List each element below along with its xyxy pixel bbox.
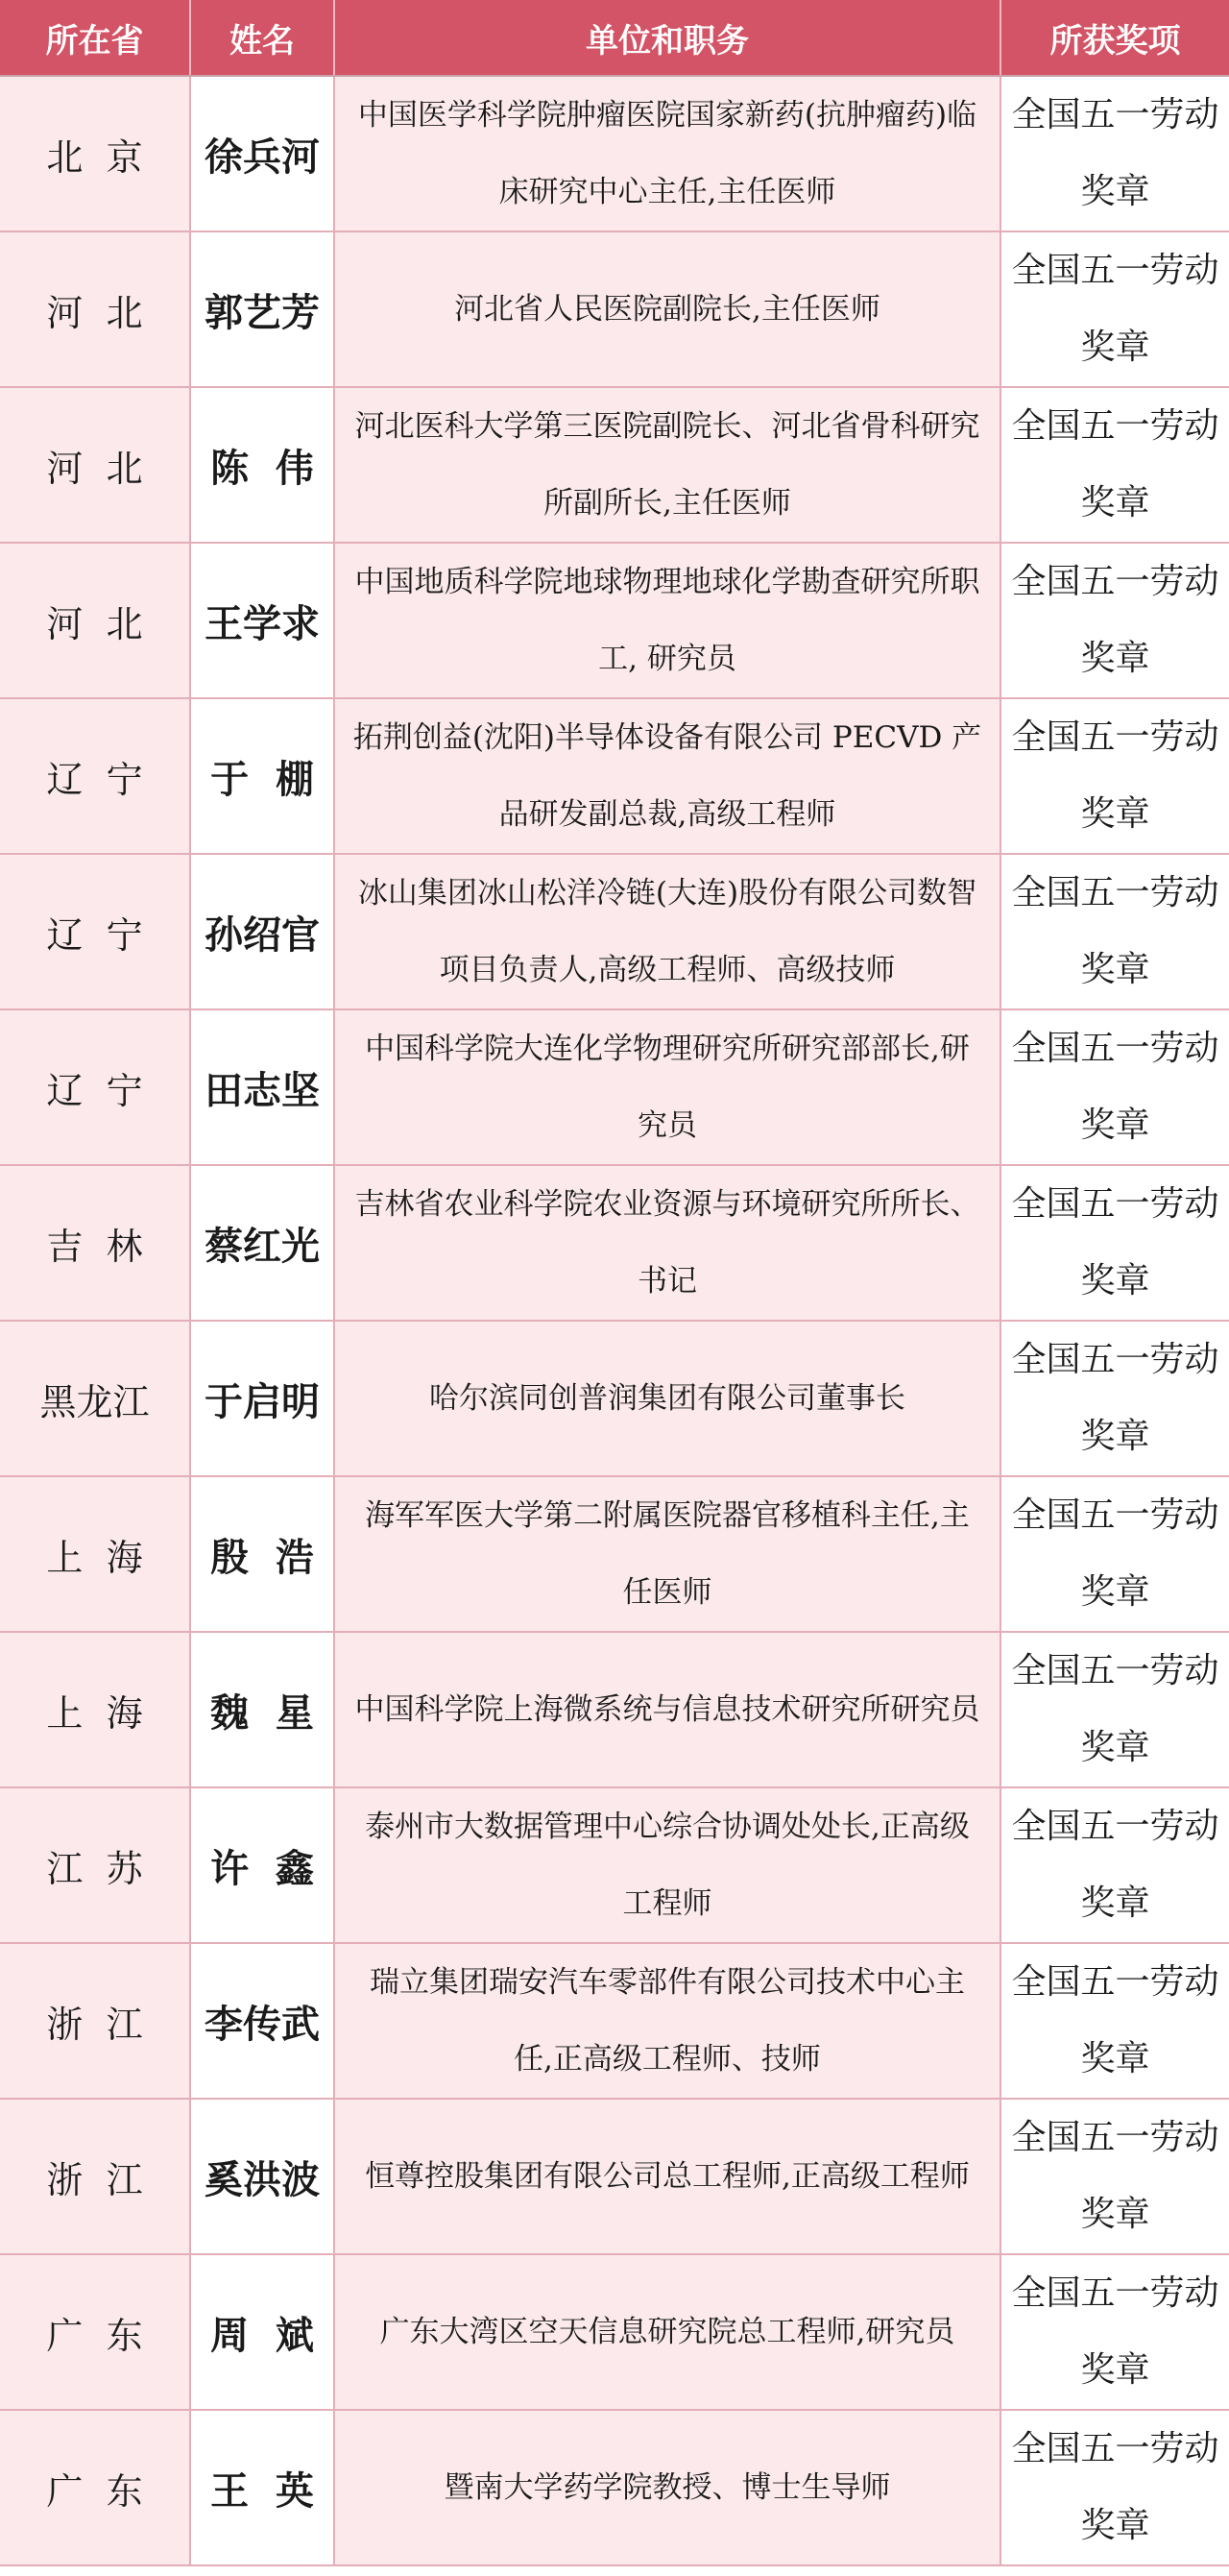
province-cell-text: 河 北	[46, 602, 143, 645]
province-cell-text: 黑龙江	[39, 1380, 150, 1423]
province-cell	[0, 699, 191, 853]
name-cell	[191, 1322, 335, 1475]
unit-cell	[335, 699, 1001, 853]
unit-cell	[335, 1788, 1001, 1942]
province-cell-text: 河 北	[46, 447, 143, 490]
province-cell-text: 上 海	[46, 1691, 143, 1735]
table-row	[0, 699, 1229, 855]
unit-cell	[335, 1477, 1001, 1631]
province-cell	[0, 2100, 191, 2253]
unit-cell-text: 暨南大学药学院教授、博士生导师	[444, 2470, 891, 2505]
name-cell-text: 王学求	[205, 600, 320, 646]
unit-cell	[335, 1944, 1001, 2098]
name-cell	[191, 1010, 335, 1164]
name-cell-text: 陈 伟	[210, 445, 314, 491]
province-cell	[0, 2255, 191, 2409]
header-name: 姓名	[191, 0, 335, 75]
award-cell-text: 全国五一劳动奖章	[1011, 2118, 1219, 2234]
unit-cell	[335, 855, 1001, 1009]
province-cell	[0, 1010, 191, 1164]
award-cell-text: 全国五一劳动奖章	[1011, 873, 1219, 989]
province-cell	[0, 2411, 191, 2564]
unit-cell-text: 拓荆创益(沈阳)半导体设备有限公司 PECVD 产品研发副总裁,高级工程师	[352, 720, 982, 832]
name-cell-text: 许 鑫	[210, 1845, 314, 1891]
province-cell	[0, 388, 191, 542]
header-unit: 单位和职务	[335, 0, 1001, 75]
table-row	[0, 1788, 1229, 1944]
unit-cell-text: 泰州市大数据管理中心综合协调处处长,正高级工程师	[365, 1810, 970, 1921]
name-cell	[191, 388, 335, 542]
award-cell	[1001, 699, 1229, 853]
award-cell	[1001, 2100, 1229, 2253]
unit-cell	[335, 77, 1001, 231]
table-row	[0, 2255, 1229, 2411]
award-cell	[1001, 232, 1229, 386]
province-cell-text: 辽 宁	[46, 758, 143, 801]
name-cell-text: 奚洪波	[205, 2156, 320, 2202]
province-cell	[0, 1788, 191, 1942]
unit-cell	[335, 2100, 1001, 2253]
province-cell-text: 河 北	[46, 291, 143, 334]
unit-cell-text: 中国医学科学院肿瘤医院国家新药(抗肿瘤药)临床研究中心主任,主任医师	[357, 98, 977, 209]
name-cell	[191, 2411, 335, 2564]
province-cell	[0, 77, 191, 231]
unit-cell-text: 河北省人民医院副院长,主任医师	[454, 292, 880, 327]
province-cell-text: 江 苏	[46, 1847, 143, 1890]
province-cell	[0, 544, 191, 697]
province-cell-text: 辽 宁	[46, 1069, 143, 1112]
name-cell	[191, 855, 335, 1009]
unit-cell	[335, 388, 1001, 542]
unit-cell	[335, 1166, 1001, 1320]
unit-cell	[335, 1322, 1001, 1475]
table-row	[0, 855, 1229, 1010]
unit-cell-text: 中国地质科学院地球物理地球化学勘查研究所职工, 研究员	[354, 565, 980, 676]
table-row	[0, 1010, 1229, 1166]
name-cell	[191, 232, 335, 386]
award-cell	[1001, 1010, 1229, 1164]
award-cell-text: 全国五一劳动奖章	[1011, 1962, 1219, 2078]
award-cell	[1001, 1322, 1229, 1475]
award-cell	[1001, 1788, 1229, 1942]
header-province: 所在省	[0, 0, 191, 75]
name-cell-text: 蔡红光	[205, 1223, 320, 1269]
name-cell-text: 郭艺芳	[205, 289, 320, 335]
award-cell	[1001, 1166, 1229, 1320]
unit-cell-text: 中国科学院大连化学物理研究所研究部部长,研究员	[365, 1032, 970, 1143]
name-cell-text: 李传武	[205, 2001, 320, 2047]
award-cell-text: 全国五一劳动奖章	[1011, 1340, 1219, 1456]
name-cell-text: 徐兵河	[205, 134, 320, 180]
award-cell	[1001, 1477, 1229, 1631]
table-row	[0, 2100, 1229, 2255]
province-cell-text: 广 东	[46, 2469, 143, 2513]
table-body	[0, 77, 1229, 2566]
unit-cell-text: 恒尊控股集团有限公司总工程师,正高级工程师	[365, 2159, 970, 2194]
award-cell-text: 全国五一劳动奖章	[1011, 1807, 1219, 1923]
province-cell-text: 浙 江	[46, 2158, 143, 2201]
award-cell-text: 全国五一劳动奖章	[1011, 1184, 1219, 1300]
name-cell-text: 殷 浩	[210, 1534, 314, 1580]
unit-cell	[335, 232, 1001, 386]
name-cell	[191, 699, 335, 853]
name-cell-text: 孙绍官	[205, 911, 320, 958]
name-cell	[191, 77, 335, 231]
unit-cell-text: 哈尔滨同创普润集团有限公司董事长	[429, 1381, 905, 1416]
table-row	[0, 1322, 1229, 1477]
award-cell	[1001, 2411, 1229, 2564]
unit-cell-text: 海军军医大学第二附属医院器官移植科主任,主任医师	[365, 1498, 970, 1610]
unit-cell	[335, 544, 1001, 697]
province-cell	[0, 1166, 191, 1320]
name-cell	[191, 2100, 335, 2253]
award-cell	[1001, 1944, 1229, 2098]
province-cell	[0, 1322, 191, 1475]
name-cell-text: 于 棚	[210, 756, 314, 802]
table-row	[0, 388, 1229, 544]
province-cell	[0, 232, 191, 386]
award-cell	[1001, 77, 1229, 231]
award-cell-text: 全国五一劳动奖章	[1011, 1029, 1219, 1145]
name-cell-text: 于启明	[205, 1378, 320, 1424]
province-cell-text: 广 东	[46, 2314, 143, 2357]
award-cell-text: 全国五一劳动奖章	[1011, 2273, 1219, 2390]
name-cell	[191, 1166, 335, 1320]
province-cell	[0, 1944, 191, 2098]
unit-cell-text: 吉林省农业科学院农业资源与环境研究所所长、书记	[354, 1187, 980, 1299]
award-cell-text: 全国五一劳动奖章	[1011, 95, 1219, 211]
name-cell-text: 周 斌	[210, 2312, 314, 2358]
province-cell	[0, 1477, 191, 1631]
unit-cell-text: 河北医科大学第三医院副院长、河北省骨科研究所副所长,主任医师	[354, 409, 980, 521]
province-cell-text: 北 京	[46, 135, 143, 179]
province-cell	[0, 1633, 191, 1786]
province-cell-text: 吉 林	[46, 1225, 143, 1268]
award-cell-text: 全国五一劳动奖章	[1011, 251, 1219, 367]
name-cell	[191, 1788, 335, 1942]
award-cell-text: 全国五一劳动奖章	[1011, 1495, 1219, 1612]
unit-cell-text: 瑞立集团瑞安汽车零部件有限公司技术中心主任,正高级工程师、技师	[370, 1965, 965, 2077]
unit-cell	[335, 1010, 1001, 1164]
award-cell	[1001, 855, 1229, 1009]
table-row	[0, 2411, 1229, 2566]
name-cell-text: 田志坚	[205, 1067, 320, 1113]
unit-cell-text: 中国科学院上海微系统与信息技术研究所研究员	[354, 1692, 980, 1727]
table-row	[0, 232, 1229, 388]
province-cell	[0, 855, 191, 1009]
table-row	[0, 1944, 1229, 2100]
award-cell-text: 全国五一劳动奖章	[1011, 562, 1219, 678]
name-cell	[191, 544, 335, 697]
unit-cell-text: 冰山集团冰山松洋冷链(大连)股份有限公司数智项目负责人,高级工程师、高级技师	[357, 876, 977, 987]
unit-cell	[335, 1633, 1001, 1786]
header-award: 所获奖项	[1049, 21, 1181, 61]
province-cell-text: 浙 江	[46, 2003, 143, 2046]
name-cell-text: 王 英	[210, 2467, 314, 2514]
table-row	[0, 1477, 1229, 1633]
award-cell-text: 全国五一劳动奖章	[1011, 2429, 1219, 2545]
name-cell	[191, 1633, 335, 1786]
province-cell-text: 上 海	[46, 1536, 143, 1579]
name-cell	[191, 2255, 335, 2409]
award-cell-text: 全国五一劳动奖章	[1011, 717, 1219, 834]
award-cell	[1001, 2255, 1229, 2409]
table-header	[0, 0, 1229, 77]
award-cell-text: 全国五一劳动奖章	[1011, 1651, 1219, 1767]
award-cell-text: 全国五一劳动奖章	[1011, 406, 1219, 522]
table-row	[0, 77, 1229, 232]
table-row	[0, 1633, 1229, 1788]
award-cell	[1001, 388, 1229, 542]
table-row	[0, 1166, 1229, 1322]
award-cell	[1001, 1633, 1229, 1786]
unit-cell-text: 广东大湾区空天信息研究院总工程师,研究员	[379, 2315, 955, 2349]
province-cell-text: 辽 宁	[46, 913, 143, 957]
award-cell	[1001, 544, 1229, 697]
name-cell	[191, 1477, 335, 1631]
unit-cell	[335, 2411, 1001, 2564]
table-row	[0, 544, 1229, 699]
unit-cell	[335, 2255, 1001, 2409]
name-cell-text: 魏 星	[210, 1689, 314, 1736]
name-cell	[191, 1944, 335, 2098]
